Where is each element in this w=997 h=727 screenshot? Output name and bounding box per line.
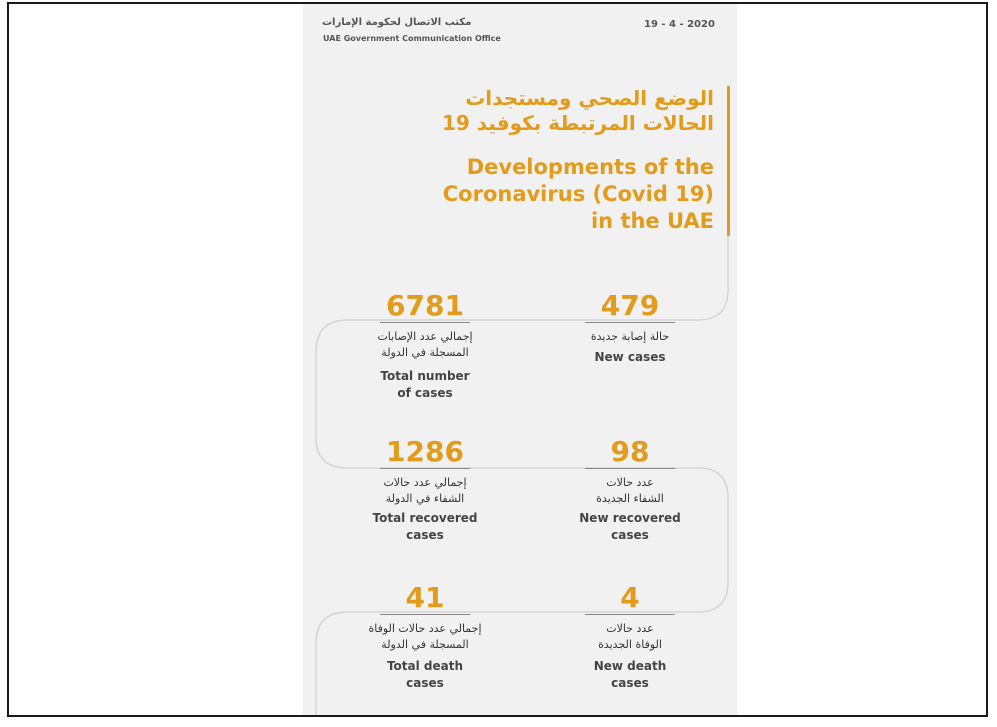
stat-label-english-line-1: New death xyxy=(593,659,667,673)
stat-label-arabic xyxy=(555,329,705,345)
title-english-line-1: Developments of the xyxy=(466,155,714,179)
stat-total-recovered xyxy=(330,436,520,544)
stat-label-arabic-line-2: الشفاء الجديدة xyxy=(596,492,664,505)
report-date: 19 - 4 - 2020 xyxy=(644,19,715,30)
stat-value: 6781 xyxy=(386,289,464,322)
stat-label-english xyxy=(565,658,695,692)
stat-divider xyxy=(380,322,470,323)
stat-label-english-line-1: New cases xyxy=(594,350,666,364)
stat-label-arabic-line-1: عدد حالات xyxy=(606,622,654,635)
stat-divider xyxy=(380,614,470,615)
title-english-line-2: Coronavirus (Covid 19) xyxy=(442,182,714,206)
stat-label-english-line-1: Total recovered xyxy=(372,511,478,525)
stat-label-arabic xyxy=(555,475,705,507)
office-name-arabic: مكتب الاتصال لحكومة الإمارات xyxy=(322,17,472,28)
stat-label-arabic-line-2: المسجلة في الدولة xyxy=(381,346,469,359)
title-arabic-line-1: الوضع الصحي ومستجدات xyxy=(465,86,714,110)
stat-label-arabic-line-2: الوفاة الجديدة xyxy=(598,638,662,651)
stat-total-deaths xyxy=(330,582,520,692)
stat-label-english xyxy=(565,349,695,366)
stat-label-arabic xyxy=(350,475,500,507)
stat-label-english-line-2: cases xyxy=(611,676,649,690)
stat-label-english-line-2: cases xyxy=(611,528,649,542)
stat-divider xyxy=(585,322,675,323)
stat-label-arabic xyxy=(555,621,705,653)
stat-divider xyxy=(585,468,675,469)
stat-total-cases xyxy=(330,290,520,402)
stat-label-english xyxy=(360,510,490,544)
stat-new-deaths xyxy=(535,582,725,692)
title-arabic-line-2: الحالات المرتبطة بكوفيد 19 xyxy=(441,111,714,135)
stat-divider xyxy=(380,468,470,469)
office-name-english: UAE Government Communication Office xyxy=(323,34,501,43)
stat-new-recovered xyxy=(535,436,725,544)
stat-label-english-line-2: cases xyxy=(406,676,444,690)
stat-divider xyxy=(585,614,675,615)
stat-value: 1286 xyxy=(386,435,464,468)
stat-label-arabic-line-1: حالة إصابة جديدة xyxy=(590,330,670,343)
stat-label-english-line-1: Total death xyxy=(386,659,464,673)
stat-value: 4 xyxy=(620,581,640,614)
stat-label-arabic-line-1: إجمالي عدد حالات xyxy=(383,476,467,489)
stat-label-arabic xyxy=(350,329,500,361)
stat-label-arabic xyxy=(340,621,510,653)
stat-label-english-line-1: New recovered xyxy=(579,511,681,525)
stat-label-arabic-line-1: إجمالي عدد حالات الوفاة xyxy=(368,622,482,635)
stat-label-english-line-1: Total number xyxy=(380,369,470,383)
stat-value: 479 xyxy=(600,289,660,322)
stat-label-english xyxy=(360,368,490,402)
stat-value: 41 xyxy=(405,581,445,614)
stat-label-english-line-2: of cases xyxy=(397,386,453,400)
stat-label-arabic-line-1: إجمالي عدد الإصابات xyxy=(377,330,473,343)
stat-label-english-line-2: cases xyxy=(406,528,444,542)
stat-new-cases xyxy=(535,290,725,366)
stat-value: 98 xyxy=(610,435,650,468)
stat-label-english xyxy=(565,510,695,544)
stat-label-english xyxy=(360,658,490,692)
stat-label-arabic-line-1: عدد حالات xyxy=(606,476,654,489)
stat-label-arabic-line-2: الشفاء في الدولة xyxy=(385,492,465,505)
stat-label-arabic-line-2: المسجلة في الدولة xyxy=(381,638,469,651)
title-english-line-3: in the UAE xyxy=(590,209,714,233)
